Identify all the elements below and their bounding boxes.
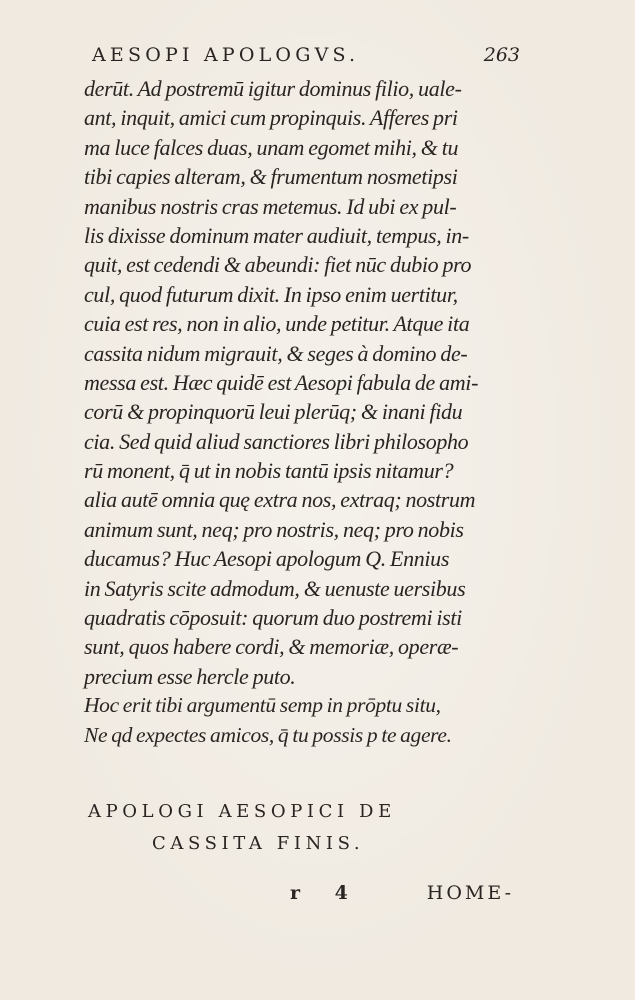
text-line: cassita nidum migrauit, & seges à domino de- (84, 340, 468, 366)
text-line: quit, est cedendi & abeundi: fiet nūc dubio pro (84, 252, 472, 278)
text-line: derūt. Ad postremū igitur dominus filio, uale- (84, 76, 462, 101)
page-footer (290, 882, 520, 912)
text-line: ducamus? Huc Aesopi apologum Q. Ennius (84, 546, 450, 572)
text-line: cia. Sed quid aliud sanctiores libri philosopho (84, 428, 469, 454)
text-line: sunt, quos habere cordi, & memoriæ, operæ- (84, 634, 459, 660)
text-line: rū monent, q̄ ut in nobis tantū ipsis nitamur? (84, 458, 454, 484)
signature-mark: r 4 (290, 882, 362, 904)
catchword: HOME- (426, 882, 514, 904)
text-line: lis dixisse dominum mater audiuit, tempus, in- (84, 222, 469, 248)
text-line: ma luce falces duas, unam egomet mihi, & tu (84, 134, 459, 160)
page-number: 263 (483, 44, 520, 66)
running-title: AESOPI APOLOGVS. (92, 44, 360, 66)
text-line: corū & propinquorū leui plerūq; & inani fidu (84, 399, 463, 425)
colophon-line-1: APOLOGI AESOPICI DE (88, 801, 396, 822)
verse-line: Ne qd expectes amicos, q̄ tu possis p te agere. (84, 722, 452, 747)
text-line: ant, inquit, amici cum propinquis. Afferes pri (84, 105, 458, 131)
text-line: quadratis cōposuit: quorum duo postremi isti (84, 605, 462, 631)
colophon (88, 796, 528, 860)
text-line: animum sunt, neq; pro nostris, neq; pro nobis (84, 516, 464, 542)
text-line: in Satyris scite admodum, & uenuste uersibus (84, 575, 466, 601)
running-head (92, 44, 520, 72)
text-line: precium esse hercle puto. (84, 663, 296, 689)
text-line: alia autē omnia quę extra nos, extraq; nostrum (84, 487, 476, 513)
colophon-line-2: CASSITA FINIS. (152, 833, 365, 854)
text-line: tibi capies alteram, & frumentum nosmetipsi (84, 164, 458, 190)
text-line: messa est. Hæc quidē est Aesopi fabula de ami- (84, 369, 479, 395)
text-line: cul, quod futurum dixit. In ipso enim uertitur, (84, 281, 458, 307)
text-line: cuia est res, non in alio, unde petitur. Atque ita (84, 311, 470, 337)
verse-line: Hoc erit tibi argumentū semp in prōptu situ, (84, 693, 441, 718)
text-line: manibus nostris cras metemus. Id ubi ex pul- (84, 193, 457, 219)
body-text (84, 74, 524, 750)
